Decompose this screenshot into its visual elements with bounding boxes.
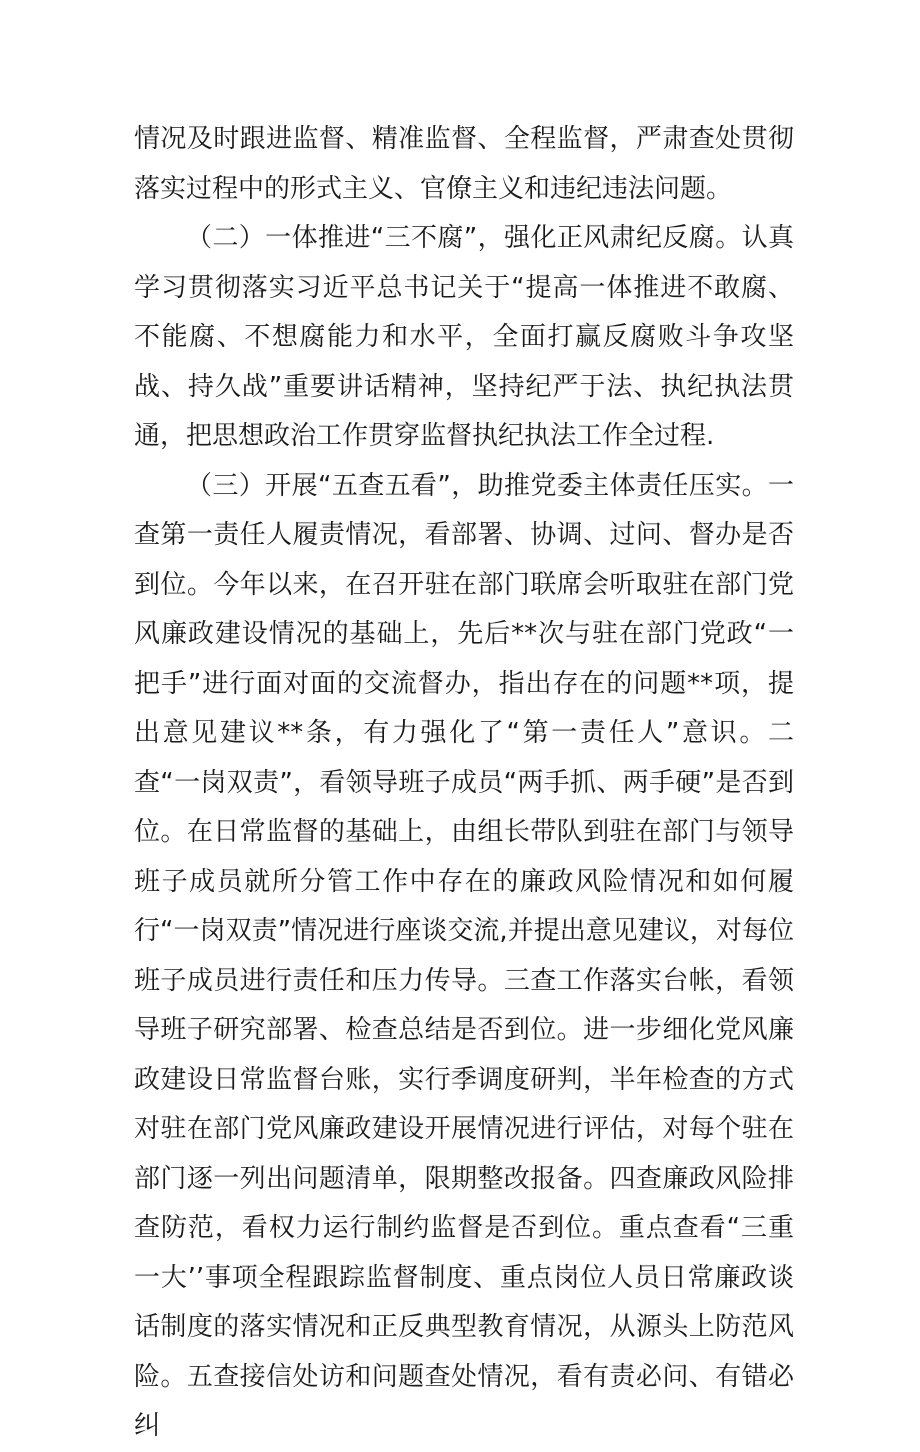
paragraph-section-three: （三）开展“五查五看”，助推党委主体责任压实。一查第一责任人履责情况，看部署、协调、过问、督办是否到位。今年以来，在召开驻在部门联席会听取驻在部门党风廉政建设情况的基础上，先后**次与驻在部门党政“一把手”进行面对面的交流督办，指出存在的问题**项，提出意见建议**条，有力强化了“第一责任人”意识。二查“一岗双责”，看领导班子成员“两手抓、两手硬”是否到位。在日常监督的基础上，由组长带队到驻在部门与领导班子成员就所分管工作中存在的廉政风险情况和如何履行“一岗双责”情况进行座谈交流,并提出意见建议，对每位班子成员进行责任和压力传导。三查工作落实台帐，看领导班子研究部署、检查总结是否到位。进一步细化党风廉政建设日常监督台账，实行季调度研判，半年检查的方式对驻在部门党风廉政建设开展情况进行评估，对每个驻在部门逐一列出问题清单，限期整改报备。四查廉政风险排查防范，看权力运行制约监督是否到位。重点查看“三重一大’’事项全程跟踪监督制度、重点岗位人员日常廉政谈话制度的落实情况和正反典型教育情况，从源头上防范风险。五查接信处访和问题查处情况，看有责必问、有错必纠 — [134, 470, 794, 1441]
document-body — [134, 115, 794, 1452]
paragraph-continuation: 情况及时跟进监督、精准监督、全程监督，严肃查处贯彻落实过程中的形式主义、官僚主义和违纪违法问题。 — [134, 124, 794, 204]
paragraph-section-two: （二）一体推进“三不腐”，强化正风肃纪反腐。认真学习贯彻落实习近平总书记关于“提高一体推进不敢腐、不能腐、不想腐能力和水平，全面打赢反腐败斗争攻坚战、持久战”重要讲话精神，坚持纪严于法、执纪执法贯通，把思想政治工作贯穿监督执纪执法工作全过程. — [134, 223, 794, 451]
